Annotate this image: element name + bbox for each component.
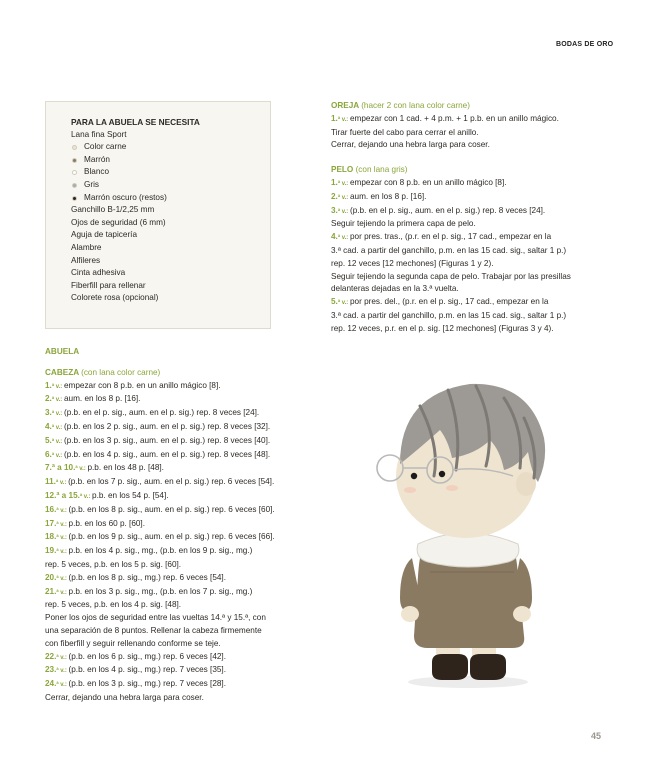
pelo-row-text: 3.ª cad. a partir del ganchillo, p.m. en las 15 cad. sig., saltar 1 p.) xyxy=(331,245,567,255)
pelo-row xyxy=(331,323,621,336)
cabeza-row-text: (p.b. en los 4 p. sig., aum. en el p. sig.) rep. 8 veces [48]. xyxy=(63,449,271,459)
color-label: Color carne xyxy=(84,142,127,152)
cabeza-row xyxy=(45,651,325,665)
cabeza-rows xyxy=(45,380,325,705)
cabeza-row-marker: ª v.: xyxy=(56,682,69,689)
cabeza-row-text: Poner los ojos de seguridad entre las vueltas 14.ª y 15.ª, con xyxy=(45,613,266,623)
materials-box xyxy=(45,101,271,329)
pelo-row-text: Seguir tejiendo la primera capa de pelo. xyxy=(331,219,476,229)
cabeza-row xyxy=(45,625,325,638)
cabeza-row-number: 16. xyxy=(45,504,57,514)
pelo-row-text: por pres. del., (p.r. en el p. sig., 17 cad., empezar en la xyxy=(349,297,549,307)
oreja-row xyxy=(331,127,621,140)
pelo-row-number: 1. xyxy=(331,177,338,187)
cabeza-row-marker: ª v.: xyxy=(56,549,69,556)
materials-title: PARA LA ABUELA SE NECESITA xyxy=(71,117,200,127)
cabeza-row-text: p.b. en los 54 p. [54]. xyxy=(92,490,169,500)
cabeza-row xyxy=(45,638,325,651)
material-item: Colorete rosa (opcional) xyxy=(71,293,159,303)
cabeza-row xyxy=(45,421,325,435)
cabeza-row-number: 20. xyxy=(45,572,57,582)
pelo-row-text: (p.b. en el p. sig., aum. en el p. sig.) rep. 8 veces [24]. xyxy=(349,205,546,215)
pelo-row xyxy=(331,271,621,284)
cabeza-row-text: p.b. en los 4 p. sig., mg., (p.b. en los 9 p. sig., mg.) xyxy=(68,546,253,556)
cabeza-row-number: 5. xyxy=(45,435,52,445)
cabeza-row-marker: ª v.: xyxy=(79,493,93,500)
material-color-item xyxy=(71,154,270,167)
material-item: Fiberfill para rellenar xyxy=(71,280,146,290)
material-color-item xyxy=(71,166,270,179)
material-item: Aguja de tapicería xyxy=(71,230,137,240)
cabeza-row-text: p.b. en los 60 p. [60]. xyxy=(68,518,145,528)
material-item: Alambre xyxy=(71,242,102,252)
pelo-row xyxy=(331,296,621,310)
cabeza-row-number: 6. xyxy=(45,449,52,459)
cabeza-row-marker: ª v.: xyxy=(51,424,64,431)
cabeza-row-number: 21. xyxy=(45,586,57,596)
material-item: Ojos de seguridad (6 mm) xyxy=(71,217,166,227)
item-list xyxy=(71,204,270,305)
section-tag: BODAS DE ORO xyxy=(556,41,614,48)
cabeza-row-marker: ª v.: xyxy=(56,521,69,528)
cabeza-row-number: 4. xyxy=(45,421,52,431)
cabeza-row-text: Cerrar, dejando una hebra larga para coser. xyxy=(45,692,204,702)
material-color-item xyxy=(71,179,270,192)
pelo-row-text: empezar con 8 p.b. en un anillo mágico [8]. xyxy=(349,177,507,187)
pelo-row xyxy=(331,191,621,205)
cabeza-row-number: 19. xyxy=(45,546,57,556)
material-color-item xyxy=(71,192,270,205)
pelo-row xyxy=(331,283,621,296)
amigurumi-grandma-photo xyxy=(370,376,570,696)
pelo-heading xyxy=(331,164,621,177)
cabeza-row-text: rep. 5 veces, p.b. en los 5 p. sig. [60]. xyxy=(45,559,182,569)
cabeza-row-marker: ª v.: xyxy=(56,535,69,542)
cabeza-row-number: 17. xyxy=(45,518,57,528)
pelo-row-text: delanteras dejadas en la 3.ª vuelta. xyxy=(331,284,459,294)
pelo-row-text: rep. 12 veces, p.r. en el p. sig. [12 mechones] (Figuras 3 y 4). xyxy=(331,323,554,333)
cabeza-row-text: (p.b. en los 8 p. sig., aum. en el p. sig.) rep. 6 veces [60]. xyxy=(68,504,275,514)
material-item: Cinta adhesiva xyxy=(71,268,126,278)
cabeza-row-text: p.b. en los 48 p. [48]. xyxy=(87,463,164,473)
color-label: Marrón xyxy=(84,154,110,164)
cabeza-row-text: (p.b. en los 3 p. sig., aum. en el p. sig.) rep. 8 veces [40]. xyxy=(63,435,271,445)
cabeza-row-text: rep. 5 veces, p.b. en los 4 p. sig. [48]. xyxy=(45,600,182,610)
cabeza-row-text: (p.b. en los 2 p. sig., aum. en el p. sig.) rep. 8 veces [32]. xyxy=(63,421,271,431)
cabeza-row-marker: ª v.: xyxy=(51,452,64,459)
pelo-row-text: rep. 12 veces [12 mechones] (Figuras 1 y 2). xyxy=(331,258,494,268)
materials-yarn: Lana fina Sport xyxy=(71,129,127,139)
cabeza-row xyxy=(45,531,325,545)
cabeza-row-text: (p.b. en los 4 p. sig., mg.) rep. 7 veces [35]. xyxy=(68,665,226,675)
cabeza-row xyxy=(45,407,325,421)
cabeza-row xyxy=(45,476,325,490)
cabeza-row-text: (p.b. en los 9 p. sig., aum. en el p. sig.) rep. 6 veces [66]. xyxy=(68,532,275,542)
right-column xyxy=(331,100,621,336)
cabeza-row-number: 18. xyxy=(45,532,57,542)
pelo-row-number: 3. xyxy=(331,205,338,215)
cabeza-row-marker: ª v.: xyxy=(51,383,64,390)
pelo-row-marker: ª v.: xyxy=(337,235,350,242)
pelo-row-text: aum. en los 8 p. [16]. xyxy=(349,191,427,201)
material-item: Ganchillo B-1/2,25 mm xyxy=(71,205,155,215)
cabeza-row xyxy=(45,586,325,600)
cabeza-row-number: 12.ª a 15. xyxy=(45,490,80,500)
pelo-row-marker: ª v.: xyxy=(337,180,350,187)
oreja-row xyxy=(331,113,621,127)
cabeza-row xyxy=(45,559,325,572)
cabeza-row-marker: ª v.: xyxy=(51,411,64,418)
cabeza-row-number: 22. xyxy=(45,651,57,661)
oreja-row-number: 1. xyxy=(331,113,338,123)
cabeza-row-marker: ª v.: xyxy=(56,654,69,661)
cabeza-row xyxy=(45,545,325,559)
pelo-rows xyxy=(331,177,621,336)
color-swatch-icon xyxy=(72,196,77,201)
pelo-row xyxy=(331,231,621,245)
cabeza-row-marker: ª v.: xyxy=(56,507,69,514)
color-swatch-icon xyxy=(72,183,77,188)
pelo-paren: (con lana gris) xyxy=(355,165,408,175)
oreja-label: OREJA xyxy=(331,101,359,110)
pelo-row-number: 5. xyxy=(331,297,338,307)
cabeza-row xyxy=(45,599,325,612)
cabeza-row-text: p.b. en los 3 p. sig., mg., (p.b. en los 7 p. sig., mg.) xyxy=(68,586,253,596)
oreja-rows xyxy=(331,113,621,152)
color-label: Gris xyxy=(84,179,100,189)
cabeza-row-number: 1. xyxy=(45,380,52,390)
cabeza-row-text: (p.b. en los 8 p. sig., mg.) rep. 6 veces [54]. xyxy=(68,572,226,582)
cabeza-row xyxy=(45,490,325,504)
cabeza-row xyxy=(45,462,325,476)
cabeza-row xyxy=(45,664,325,678)
material-color-item xyxy=(71,141,270,154)
cabeza-row-number: 3. xyxy=(45,408,52,418)
cabeza-paren: (con lana color carne) xyxy=(81,367,161,377)
pelo-row xyxy=(331,245,621,258)
pelo-row-text: Seguir tejiendo la segunda capa de pelo. Trabajar por las presillas xyxy=(331,271,571,281)
oreja-row xyxy=(331,139,621,152)
oreja-heading xyxy=(331,100,621,113)
cabeza-row-number: 24. xyxy=(45,679,57,689)
oreja-row-text: Cerrar, dejando una hebra larga para coser. xyxy=(331,140,490,150)
cabeza-row-marker: ª v.: xyxy=(56,589,69,596)
cabeza-row-text: (p.b. en los 6 p. sig., mg.) rep. 6 veces [42]. xyxy=(68,651,226,661)
cabeza-row-text: (p.b. en los 7 p. sig., aum. en el p. sig.) rep. 6 veces [54]. xyxy=(68,477,275,487)
color-swatch-icon xyxy=(72,170,77,175)
cabeza-row xyxy=(45,393,325,407)
cabeza-label: CABEZA xyxy=(45,367,79,377)
cabeza-row-marker: ª v.: xyxy=(56,575,69,582)
pelo-row xyxy=(331,205,621,219)
cabeza-row-marker: ª v.: xyxy=(55,480,69,487)
color-swatch-icon xyxy=(72,158,77,163)
cabeza-row-number: 11. xyxy=(45,477,56,487)
cabeza-row xyxy=(45,435,325,449)
cabeza-row xyxy=(45,449,325,463)
cabeza-row-marker: ª v.: xyxy=(56,668,69,675)
oreja-paren: (hacer 2 con lana color carne) xyxy=(361,101,470,110)
cabeza-row xyxy=(45,678,325,692)
color-list xyxy=(71,141,270,204)
cabeza-row-marker: ª v.: xyxy=(51,397,64,404)
cabeza-row-text: con fiberfill y seguir rellenando conforme se teje. xyxy=(45,638,221,648)
abuela-section xyxy=(45,346,325,705)
cabeza-row xyxy=(45,572,325,586)
cabeza-heading xyxy=(45,367,325,380)
pelo-row xyxy=(331,218,621,231)
color-label: Marrón oscuro (restos) xyxy=(84,192,167,202)
abuela-heading: ABUELA xyxy=(45,347,80,356)
oreja-row-text: empezar con 1 cad. + 4 p.m. + 1 p.b. en un anillo mágico. xyxy=(349,113,559,123)
cabeza-row xyxy=(45,504,325,518)
pelo-row-marker: ª v.: xyxy=(337,194,350,201)
cabeza-row-marker: ª v.: xyxy=(51,438,64,445)
pelo-label: PELO xyxy=(331,165,354,175)
pelo-row-marker: ª v.: xyxy=(337,300,350,307)
pelo-row xyxy=(331,258,621,271)
pelo-row-text: por pres. tras., (p.r. en el p. sig., 17 cad., empezar en la xyxy=(349,232,552,242)
oreja-row-marker: ª v.: xyxy=(337,116,350,123)
pelo-row-number: 2. xyxy=(331,191,338,201)
cabeza-row-text: empezar con 8 p.b. en un anillo mágico [8]. xyxy=(63,380,221,390)
cabeza-row-number: 7.ª a 10. xyxy=(45,463,76,473)
cabeza-row xyxy=(45,380,325,394)
cabeza-row-number: 23. xyxy=(45,665,57,675)
pelo-row xyxy=(331,177,621,191)
pelo-row-number: 4. xyxy=(331,232,338,242)
pelo-row-text: 3.ª cad. a partir del ganchillo, p.m. en las 15 cad. sig., saltar 1 p.) xyxy=(331,310,567,320)
color-swatch-icon xyxy=(72,145,77,150)
cabeza-row-text: una separación de 8 puntos. Rellenar la cabeza firmemente xyxy=(45,625,262,635)
cabeza-row-text: (p.b. en los 3 p. sig., mg.) rep. 7 veces [28]. xyxy=(68,679,226,689)
cabeza-row-text: (p.b. en el p. sig., aum. en el p. sig.) rep. 8 veces [24]. xyxy=(63,408,260,418)
oreja-row-text: Tirar fuerte del cabo para cerrar el anillo. xyxy=(331,127,479,137)
pelo-row xyxy=(331,310,621,323)
cabeza-row xyxy=(45,518,325,532)
cabeza-row-text: aum. en los 8 p. [16]. xyxy=(63,394,141,404)
cabeza-row-number: 2. xyxy=(45,394,52,404)
cabeza-row xyxy=(45,692,325,705)
cabeza-row-marker: ª v.: xyxy=(75,466,88,473)
page-number: 45 xyxy=(591,731,602,741)
cabeza-row xyxy=(45,612,325,625)
color-label: Blanco xyxy=(84,167,110,177)
pelo-row-marker: ª v.: xyxy=(337,208,350,215)
material-item: Alfileres xyxy=(71,255,101,265)
